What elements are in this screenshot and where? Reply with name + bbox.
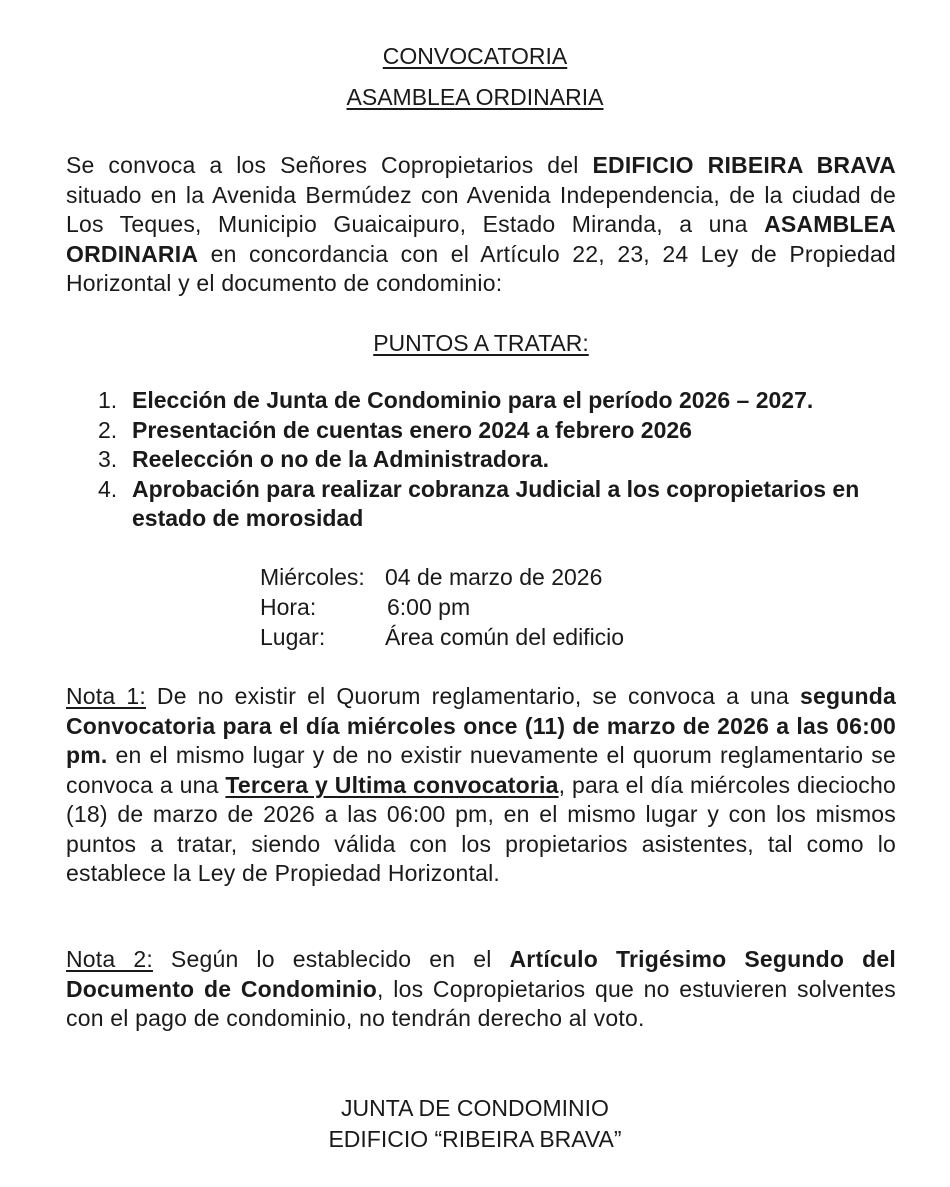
assembly-type: ASAMBLEA ORDINARIA [66, 211, 896, 267]
agenda-list [98, 386, 898, 534]
agenda-item: 3. Reelección o no de la Administradora. [98, 446, 550, 472]
document-title: CONVOCATORIA [382, 43, 568, 69]
place-value: Área común del edificio [385, 624, 625, 650]
signature-line-1: JUNTA DE CONDOMINIO [341, 1095, 609, 1121]
document-subtitle: ASAMBLEA ORDINARIA [346, 84, 604, 110]
agenda-item: 1. Elección de Junta de Condominio para el período 2026 – 2027. [98, 387, 814, 413]
note-2-label: Nota 2: [66, 946, 153, 972]
date-label: Miércoles: [260, 564, 365, 590]
agenda-heading: PUNTOS A TRATAR: [373, 330, 589, 356]
date-value: 04 de marzo de 2026 [385, 564, 603, 590]
article-reference: Artículo Trigésimo Segundo del Documento de Condominio [66, 946, 896, 1002]
note-2-paragraph: Nota 2: Según lo establecido en el Artículo Trigésimo Segundo del Documento de Condominio, los Copropietarios que no estuvieren solventes con el pago de condominio, no tendrán derecho al voto. [66, 946, 897, 1031]
note-1-paragraph: Nota 1: De no existir el Quorum reglamentario, se convoca a una segunda Convocatoria para el día miércoles once (11) de marzo de 2026 a las 06:00 pm. en el mismo lugar y de no existir nuevamente el quorum reglamentario se convoca a una Tercera y Ultima convocatoria, para el día miércoles dieciocho (18) de marzo de 2026 a las 06:00 pm, en el mismo lugar y con los mismos puntos a tratar, siendo válida con los propietarios asistentes, tal como lo establece la Ley de Propiedad Horizontal. [66, 683, 896, 886]
third-call: Tercera y Ultima convocatoria [225, 771, 559, 798]
note-1-label: Nota 1: [66, 683, 146, 709]
signature-line-2: EDIFICIO “RIBEIRA BRAVA” [328, 1126, 622, 1152]
second-call: segunda Convocatoria para el día miércoles once (11) de marzo de 2026 a las 06:00 pm. [66, 683, 896, 768]
time-value: 6:00 pm [387, 594, 471, 620]
place-label: Lugar: [260, 624, 326, 650]
intro-paragraph: Se convoca a los Señores Copropietarios del EDIFICIO RIBEIRA BRAVA situado en la Avenida Bermúdez con Avenida Independencia, de la ciudad de Los Teques, Municipio Guaicaipuro, Estado Miranda, a una ASAMBLEA ORDINARIA en concordancia con el Artículo 22, 23, 24 Ley de Propiedad Horizontal y el documento de condominio: [66, 152, 896, 296]
building-name: EDIFICIO RIBEIRA BRAVA [592, 152, 896, 178]
time-label: Hora: [260, 594, 317, 620]
agenda-item: 2. Presentación de cuentas enero 2024 a febrero 2026 [98, 416, 692, 443]
agenda-item: 4. Aprobación para realizar cobranza Judicial a los copropietarios en estado de morosidad [98, 475, 860, 531]
